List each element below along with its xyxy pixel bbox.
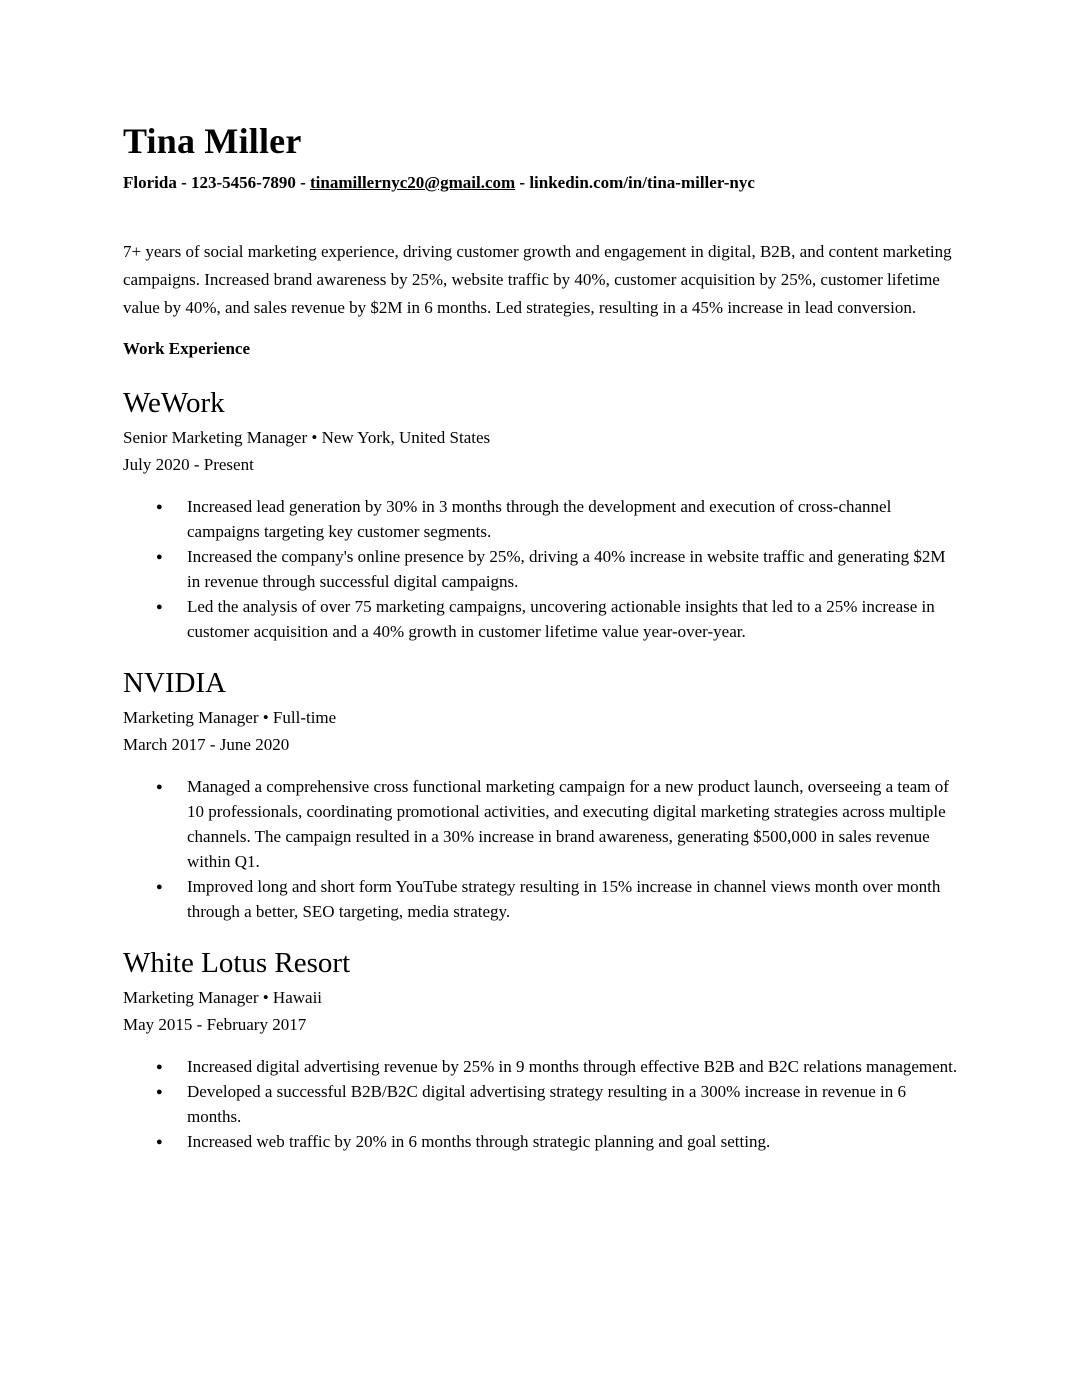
job-bullet: ● Increased web traffic by 20% in 6 months through strategic planning and goal setting. [187,1129,960,1154]
company-name: NVIDIA [123,667,227,699]
contact-separator: - [176,173,192,192]
job-nvidia [123,664,960,924]
job-dates: July 2020 - Present [123,455,254,474]
company-name: White Lotus Resort [123,947,351,979]
job-bullet: ● Managed a comprehensive cross functional marketing campaign for a new product launch, overseeing a team of 10 professionals, coordinating promotional activities, and executing digital marketing strategies across multiple channels. The campaign resulted in a 30% increase in brand awareness, generating $500,000 in sales revenue within Q1. [187,774,960,874]
job-title-location: Marketing Manager • Hawaii [123,988,323,1007]
job-bullet: ● Developed a successful B2B/B2C digital advertising strategy resulting in a 300% increase in revenue in 6 months. [187,1079,960,1129]
job-bullet-list [123,1054,960,1154]
contact-separator: - [515,173,530,192]
contact-separator: - [295,173,311,192]
section-heading-work-experience: Work Experience [123,339,251,358]
company-name: WeWork [123,387,225,419]
job-bullet: ● Led the analysis of over 75 marketing campaigns, uncovering actionable insights that led to a 25% increase in customer acquisition and a 40% growth in customer lifetime value year-over-year. [187,594,960,644]
job-white-lotus-resort [123,944,960,1154]
job-bullet: ● Increased digital advertising revenue by 25% in 9 months through effective B2B and B2C relations management. [187,1054,960,1079]
contact-location: Florida [123,173,177,192]
contact-linkedin: linkedin.com/in/tina-miller-nyc [529,173,755,192]
email-link[interactable]: tinamillernyc20@gmail.com [310,173,516,192]
job-bullet: ● Increased lead generation by 30% in 3 months through the development and execution of cross-channel campaigns targeting key customer segments. [187,494,960,544]
job-title-location: Marketing Manager • Full-time [123,708,337,727]
job-bullet-list [123,494,960,644]
job-dates: May 2015 - February 2017 [123,1015,307,1034]
contact-phone: 123-5456-7890 [191,173,296,192]
contact-line [123,170,960,196]
job-title-location: Senior Marketing Manager • New York, United States [123,428,491,447]
person-name: Tina Miller [123,121,302,161]
job-bullet: ● Improved long and short form YouTube strategy resulting in 15% increase in channel views month over month through a better, SEO targeting, media strategy. [187,874,960,924]
summary-paragraph: 7+ years of social marketing experience, driving customer growth and engagement in digital, B2B, and content marketing campaigns. Increased brand awareness by 25%, website traffic by 40%, customer acquisition by 25%, customer lifetime value by 40%, and sales revenue by $2M in 6 months. Led strategies, resulting in a 45% increase in lead conversion. [123,242,952,317]
job-wework [123,384,960,644]
job-dates: March 2017 - June 2020 [123,735,290,754]
job-bullet-list [123,774,960,924]
job-bullet: ● Increased the company's online presence by 25%, driving a 40% increase in website traffic and generating $2M in revenue through successful digital campaigns. [187,544,960,594]
